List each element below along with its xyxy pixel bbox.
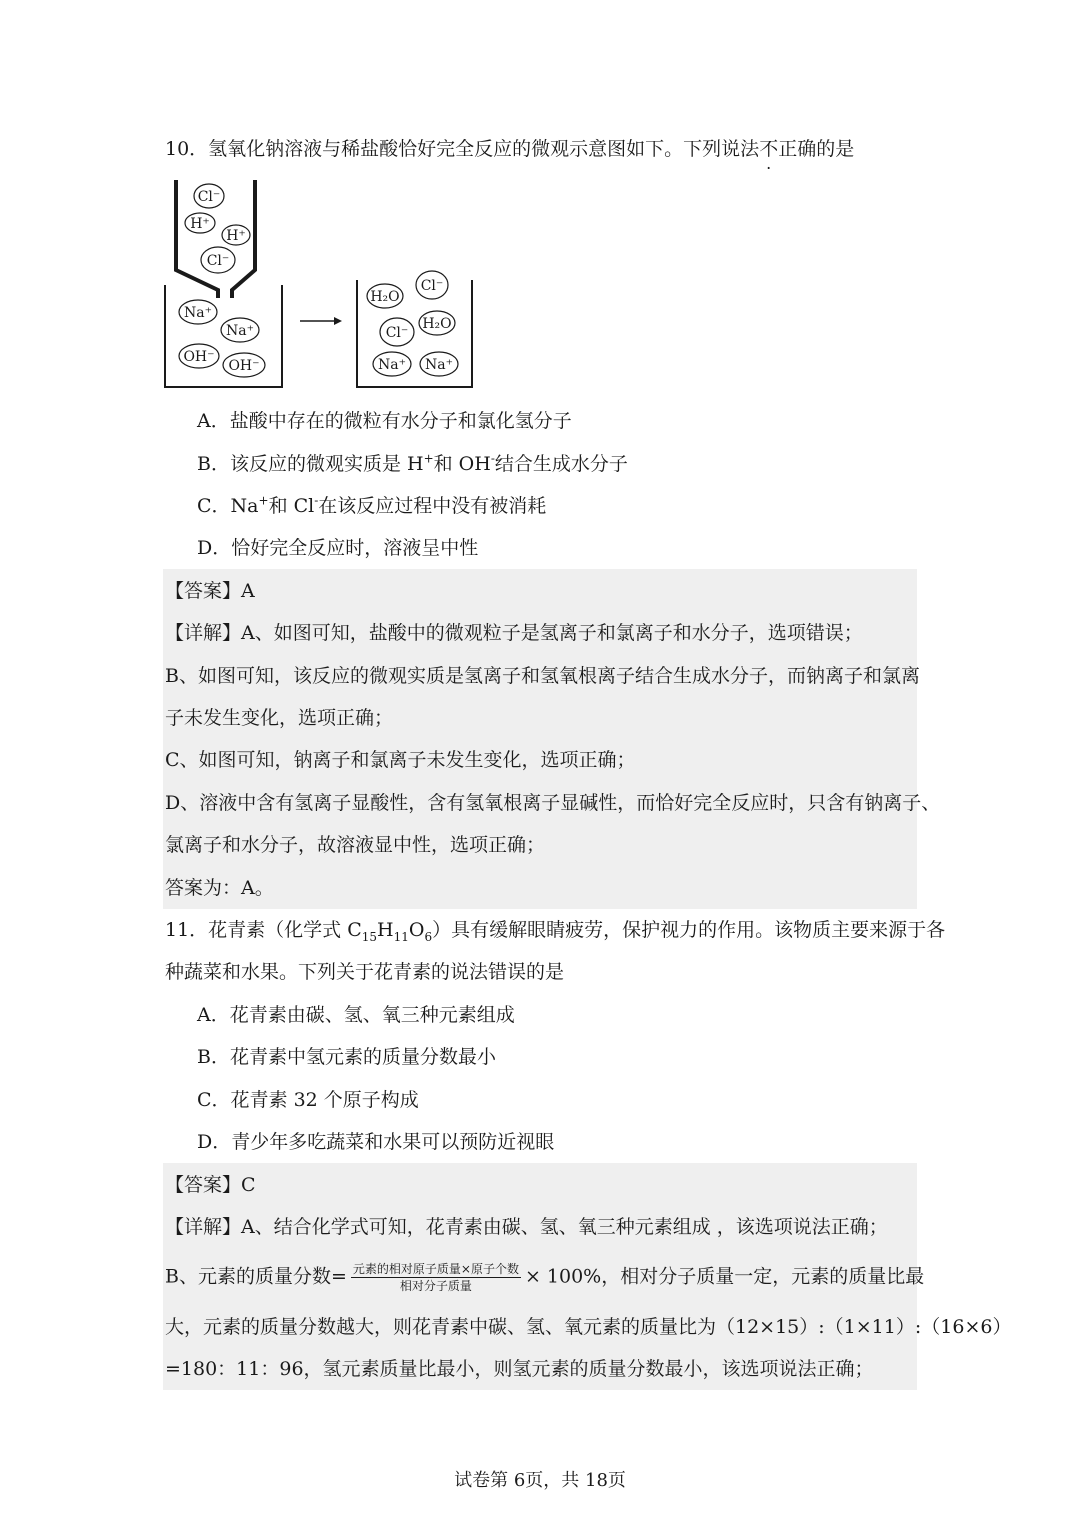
q10-explain-line: C、如图可知，钠离子和氯离子未发生变化，选项正确； [165, 749, 636, 771]
q11-explain-b3: =180：11：96，氢元素质量比最小，则氢元素的质量分数最小，该选项说法正确； [165, 1358, 874, 1380]
q10-option-b: B．该反应的微观实质是 H+和 OH-结合生成水分子 [197, 451, 628, 475]
ion-h-1: H⁺ [190, 216, 210, 232]
emphasis-mark: 不 [759, 138, 779, 160]
ion-cl-3: Cl⁻ [420, 278, 444, 294]
q10-stem: 10．氢氧化钠溶液与稀盐酸恰好完全反应的微观示意图如下。下列说法不正确的是 [165, 138, 855, 160]
q10-explain-line: 【详解】A、如图可知，盐酸中的微观粒子是氢离子和氯离子和水分子，选项错误； [165, 622, 863, 644]
q10-explain-line: 答案为：A。 [165, 877, 274, 899]
q10-explain-line: B、如图可知，该反应的微观实质是氢离子和氢氧根离子结合生成水分子，而钠离子和氯离 [165, 665, 920, 687]
q10-option-d: D．恰好完全反应时，溶液呈中性 [197, 537, 479, 559]
q11-option-d: D．青少年多吃蔬菜和水果可以预防近视眼 [197, 1131, 555, 1153]
q11-option-b: B．花青素中氢元素的质量分数最小 [197, 1046, 496, 1068]
q11-stem: 11．花青素（化学式 $C_{15}H_{11}O_6$）具有缓解眼睛疲劳，保护视力的作用。该物质主要来源于各 [165, 919, 946, 944]
molecule-h2o-1: H₂O [370, 289, 400, 305]
ion-cl-1: Cl⁻ [197, 189, 221, 205]
q10-explain-line: 氯离子和水分子，故溶液显中性，选项正确； [165, 834, 546, 856]
q10-answer: 【答案】A [165, 580, 255, 602]
q11-stem-line2: 种蔬菜和水果。下列关于花青素的说法错误的是 [165, 961, 565, 983]
q11-explain-a: 【详解】A、结合化学式可知，花青素由碳、氢、氧三种元素组成 ，该选项说法正确； [165, 1216, 888, 1238]
ion-na-3: Na⁺ [378, 357, 406, 373]
q10-explain-line: 子未发生变化，选项正确； [165, 707, 394, 729]
molecule-h2o-2: H₂O [422, 316, 452, 332]
ion-na-4: Na⁺ [425, 357, 453, 373]
ion-cl-4: Cl⁻ [385, 325, 409, 341]
ion-na-2: Na⁺ [226, 323, 254, 339]
ion-cl-2: Cl⁻ [206, 253, 230, 269]
q10-answer-panel [163, 569, 917, 909]
ion-oh-1: OH⁻ [183, 349, 215, 365]
q11-explain-b: B、元素的质量分数= $\frac{\text{元素的相对原子质量×原子个数}}{\text{相对分子质量}}$ × 100%，相对分子质量一定，元素的质量比最 [165, 1262, 925, 1293]
q11-answer: 【答案】C [165, 1174, 256, 1196]
q10-option-c: C．Na+和 Cl-在该反应过程中没有被消耗 [197, 493, 547, 517]
reaction-diagram [160, 175, 480, 395]
reaction-arrow [300, 317, 342, 325]
q11-option-c: C．花青素 32 个原子构成 [197, 1089, 419, 1111]
q11-explain-b2: 大，元素的质量分数越大，则花青素中碳、氢、氧元素的质量比为（12×15）:（1×11）:（16×6） [165, 1316, 1012, 1338]
ion-oh-2: OH⁻ [228, 358, 260, 374]
q10-explain-line: D、溶液中含有氢离子显酸性，含有氢氧根离子显碱性，而恰好完全反应时，只含有钠离子、 [165, 792, 941, 814]
ion-na-1: Na⁺ [184, 305, 212, 321]
page-footer: 试卷第 6页，共 18页 [454, 1470, 626, 1491]
mass-fraction-formula: $\frac{\text{元素的相对原子质量×原子个数}}{\text{相对分子质量}}$ [352, 1262, 519, 1293]
q10-option-a: A．盐酸中存在的微粒有水分子和氯化氢分子 [197, 410, 572, 432]
ion-h-2: H⁺ [226, 228, 246, 244]
q11-option-a: A．花青素由碳、氢、氧三种元素组成 [197, 1004, 515, 1026]
